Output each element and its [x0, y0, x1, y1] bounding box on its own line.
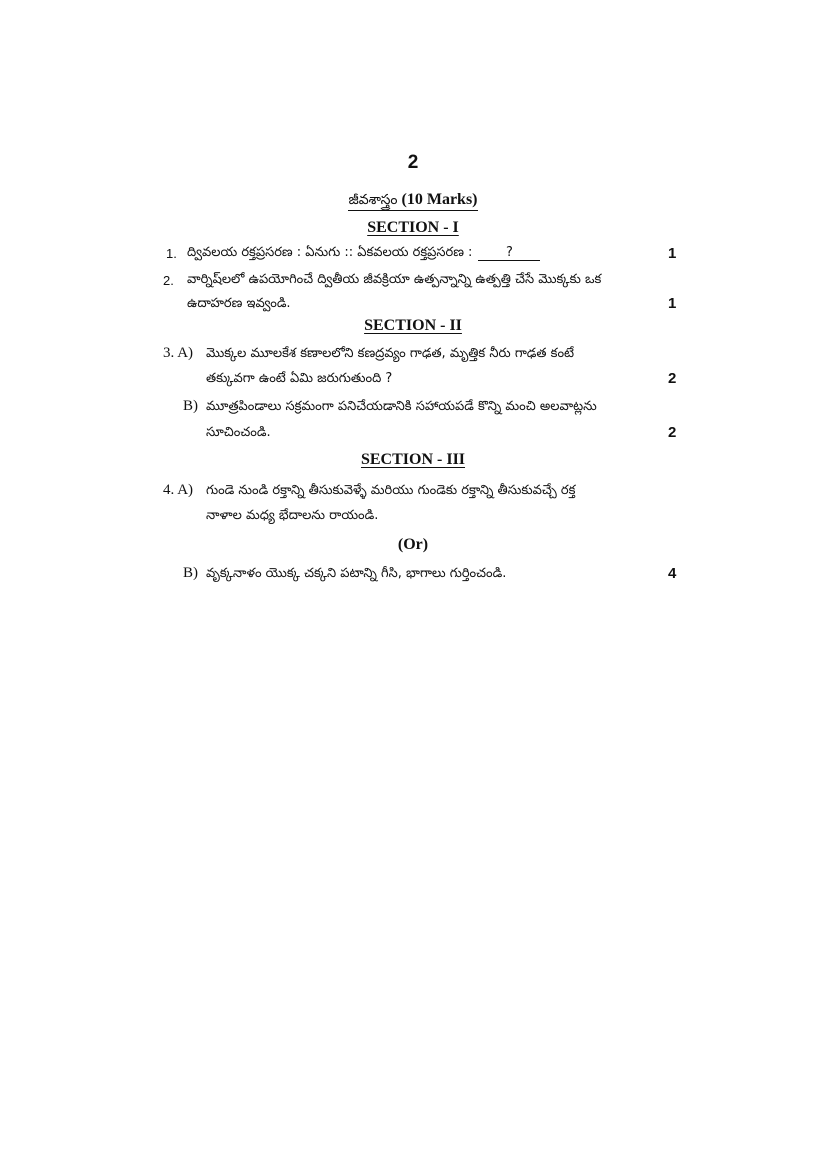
answer-blank: ? — [478, 245, 540, 261]
question-part: B) — [183, 565, 198, 581]
total-marks: (10 Marks) — [401, 191, 478, 208]
question-text-line-1: గుండె నుండి రక్తాన్ని తీసుకువెళ్ళే మరియు గుండెకు రక్తాన్ని తీసుకువచ్చే రక్త — [206, 483, 576, 498]
question-text: వృక్కనాళం యొక్క చక్కని పటాన్ని గీసి, భాగాలు గుర్తించండి. — [206, 566, 507, 581]
question-text-line-1: మూత్రపిండాలు సక్రమంగా పనిచేయడానికి సహాయపడే కొన్ని మంచి అలవాట్లను — [206, 399, 597, 414]
or-separator: (Or) — [397, 536, 429, 553]
question-marks: 4 — [668, 565, 677, 582]
question-text-line-2: ఉదాహరణ ఇవ్వండి. — [187, 296, 291, 311]
section-2-heading: SECTION - II — [364, 317, 462, 334]
section-3-heading: SECTION - III — [360, 451, 466, 468]
question-text: ద్వివలయ రక్తప్రసరణ : ఏనుగు :: ఏకవలయ రక్తప్రసరణ : ? — [187, 245, 540, 263]
question-text-line-1: మొక్కల మూలకేశ కణాలలోని కణద్రవ్యం గాఢత, మృత్తిక నీరు గాఢత కంటే — [206, 346, 575, 361]
question-text-line-2: సూచించండి. — [206, 425, 271, 440]
question-number: 3. A) — [163, 345, 194, 361]
question-number: 1. — [166, 246, 177, 261]
paper-title — [0, 191, 826, 211]
page-number: 2 — [407, 152, 419, 173]
question-number: 4. A) — [163, 482, 194, 498]
question-number: 2. — [163, 273, 174, 288]
question-marks: 1 — [668, 295, 677, 312]
question-marks: 2 — [668, 424, 677, 441]
section-1-heading: SECTION - I — [367, 219, 459, 236]
question-marks: 1 — [668, 245, 677, 262]
subject-name: జీవశాస్త్రం — [348, 192, 398, 208]
question-text-line-2: తక్కువగా ఉంటే ఏమి జరుగుతుంది ? — [206, 371, 393, 386]
question-part: B) — [183, 398, 198, 414]
question-text-line-2: నాళాల మధ్య భేదాలను రాయండి. — [206, 508, 379, 523]
question-marks: 2 — [668, 370, 677, 387]
question-text-line-1: వార్నిష్‌లలో ఉపయోగించే ద్వితీయ జీవక్రియా ఉత్పన్నాన్ని ఉత్పత్తి చేసే మొక్కకు ఒక — [187, 272, 602, 287]
